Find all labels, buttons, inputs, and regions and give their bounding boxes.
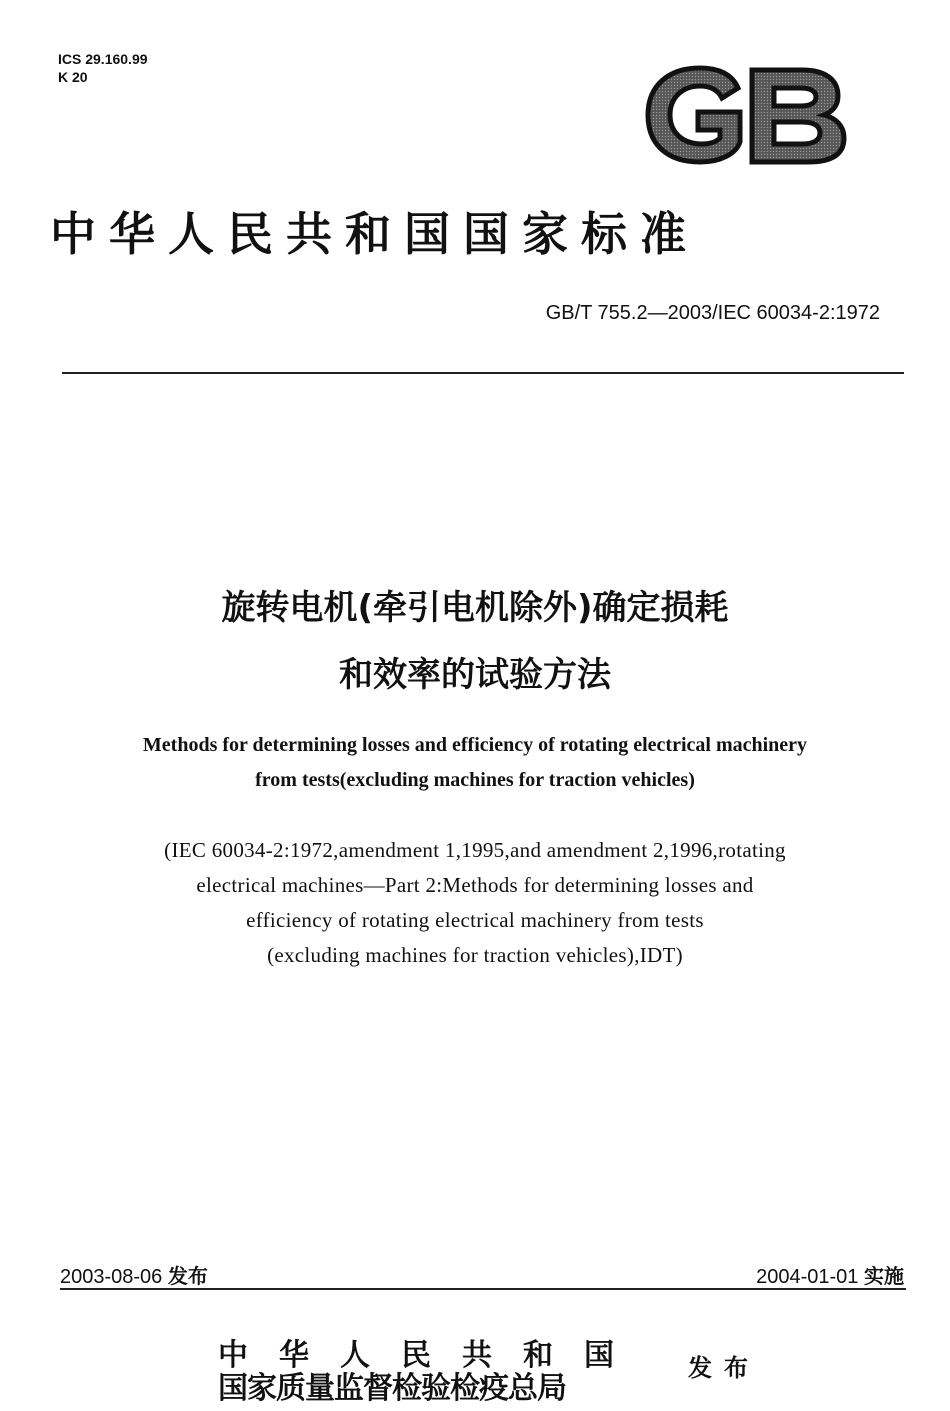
chinese-title-line-2: 和效率的试验方法 <box>339 655 611 695</box>
implementation-date-value: 2004-01-01 <box>756 1266 859 1288</box>
classification-codes <box>58 50 148 86</box>
standard-number: GB/T 755.2—2003/IEC 60034-2:1972 <box>545 302 880 324</box>
ics-code: ICS 29.160.99 <box>58 51 148 67</box>
chinese-title-line-1: 旋转电机(牵引电机除外)确定损耗 <box>221 588 729 628</box>
issue-date-label: 发布 <box>167 1266 208 1288</box>
adoption-note-line-2: electrical machines—Part 2:Methods for determining losses and <box>196 873 754 897</box>
implementation-date <box>756 1260 904 1289</box>
issue-date-value: 2003-08-06 <box>60 1266 163 1288</box>
implementation-date-label: 实施 <box>864 1266 904 1288</box>
english-title-line-2: from tests(excluding machines for traction vehicles) <box>255 769 695 791</box>
top-divider <box>62 372 904 374</box>
english-title-line-1: Methods for determining losses and efficiency of rotating electrical machinery <box>142 734 808 756</box>
bottom-divider <box>60 1288 906 1290</box>
issuer-label: 发布 <box>688 1353 760 1382</box>
issuer-line-1: 中华人民共和国 <box>218 1338 645 1373</box>
adoption-note-line-1: (IEC 60034-2:1972,amendment 1,1995,and amendment 2,1996,rotating <box>164 838 786 862</box>
adoption-note-line-4: (excluding machines for traction vehicles),IDT) <box>267 943 683 967</box>
issue-date <box>60 1260 208 1289</box>
category-code: K 20 <box>58 69 88 85</box>
adoption-note-line-3: efficiency of rotating electrical machinery from tests <box>246 908 704 932</box>
country-standard-title: 中华人民共和国国家标准 <box>50 207 699 261</box>
issuer-line-2: 国家质量监督检验检疫总局 <box>218 1371 566 1406</box>
gb-logo <box>640 60 850 170</box>
